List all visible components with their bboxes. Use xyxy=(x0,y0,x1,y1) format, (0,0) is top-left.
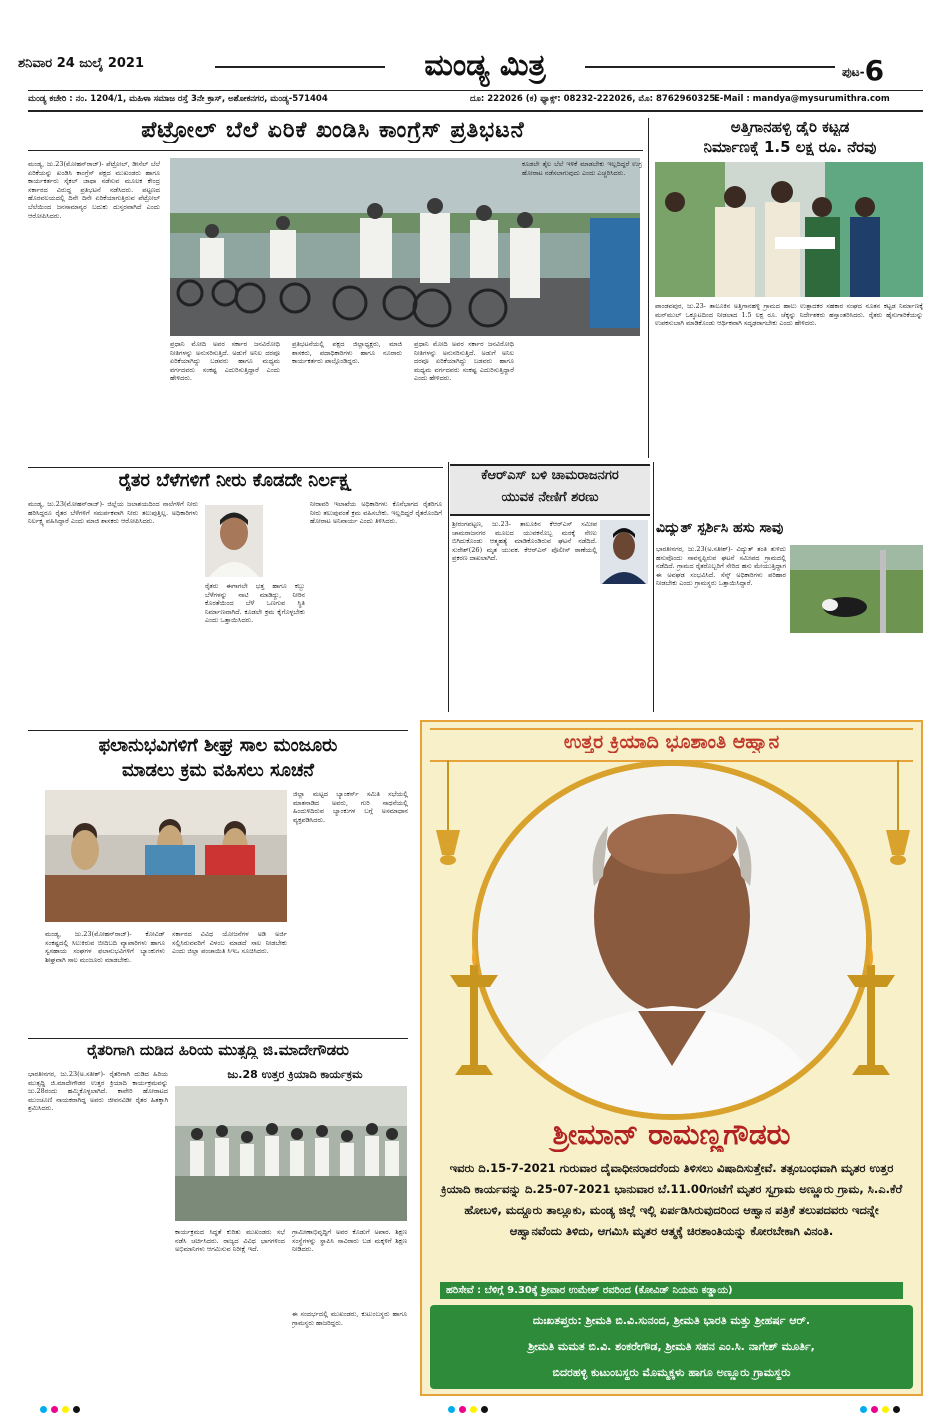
cyan-mark xyxy=(40,1406,47,1413)
story4-headline-2: ಯುವಕ ನೇಣಿಗೆ ಶರಣು xyxy=(501,490,599,505)
story1-col5-text: ಕೂಡಲೇ ತೈಲ ಬೆಲೆ ಇಳಿಕೆ ಮಾಡಬೇಕು ಇಲ್ಲದಿದ್ದರೆ ಉಗ್ರ ಹೋರಾಟ ನಡೆಸಲಾಗುವುದು ಎಂದು ಎಚ್ಚರಿಸಿದರು. xyxy=(522,160,642,177)
mourners-line-2: ಶ್ರೀಮತಿ ಮಮತ ಬಿ.ವಿ. ಶಂಕರೇಗೌಡ, ಶ್ರೀಮತಿ ಸಹನ ಎಂ.ಸಿ. ನಾಗೇಶ್ ಮೂರ್ತಿ, xyxy=(528,1340,815,1353)
yellow-mark xyxy=(62,1406,69,1413)
magenta-mark xyxy=(51,1406,58,1413)
story3-headline: ರೈತರ ಬೆಳೆಗಳಿಗೆ ನೀರು ಕೊಡದೇ ನಿರ್ಲಕ್ಷ್ಯ xyxy=(118,470,353,491)
address-rule-top xyxy=(28,90,923,91)
mourners-line-1: ದುಃಖತಪ್ತರು: ಶ್ರೀಮತಿ ಬಿ.ವಿ.ಸುನಂದ, ಶ್ರೀಮತಿ ಭಾರತಿ ಮತ್ತು ಶ್ರೀಹರ್ಷ ಆರ್. xyxy=(532,1314,811,1327)
story3-col2: ರೈತರು ಈಗಾಗಲೇ ಭತ್ತ ಹಾಗೂ ಕಬ್ಬು ಬೆಳೆಗಳನ್ನು ನಾಟಿ ಮಾಡಿದ್ದು, ನೀರಿನ ಕೊರತೆಯಿಂದ ಬೆಳೆ ಒಣಗುವ ಸ್ಥಿತಿ ನಿರ್ಮಾಣವಾಗಿದೆ. ಕೂಡಲೇ ಕ್ರಮ ಕೈಗೊಳ್ಳಬೇಕು ಎಂದು ಒತ್ತಾಯಿಸಿದರು. xyxy=(205,582,305,625)
story4-rule-left xyxy=(448,462,449,712)
story1-col1: ಮಂಡ್ಯ, ಜು.23(ಮೋಹನ್‌ರಾಜ್)- ಪೆಟ್ರೋಲ್, ಡೀಸೆಲ್ ಬೆಲೆ ಏರಿಕೆಯನ್ನು ಖಂಡಿಸಿ ಕಾಂಗ್ರೆಸ್ ಪಕ್ಷದ ಮುಖಂಡರು ಹಾಗೂ ಕಾರ್ಯಕರ್ತರು ಸೈಕಲ್ ಜಾಥಾ ನಡೆಸುವ ಮೂಲಕ ಕೇಂದ್ರ ಸರ್ಕಾರದ ವಿರುದ್ಧ ಪ್ರತಿಭಟನೆ ನಡೆಸಿದರು. ಪಟ್ಟಣದ ಹೊರವಲಯದಲ್ಲಿ ದಿನೇ ದಿನೇ ಏರಿಕೆಯಾಗುತ್ತಿರುವ ಪೆಟ್ರೋಲ್ ಬೆಲೆಯಿಂದ ಜನಸಾಮಾನ್ಯರ ಬದುಕು ದುಸ್ತರವಾಗಿದೆ ಎಂದು ಆರೋಪಿಸಿದರು. xyxy=(28,160,160,220)
story6-col3: ಜಿಲ್ಲಾ ಮಟ್ಟದ ಬ್ಯಾಂಕರ್ಸ್ ಸಮಿತಿ ಸಭೆಯಲ್ಲಿ ಮಾತನಾಡಿದ ಅವರು, ಗುರಿ ಸಾಧನೆಯಲ್ಲಿ ಹಿಂದುಳಿದಿರುವ ಬ್ಯಾಂಕುಗಳ ಬಗ್ಗೆ ಅಸಮಾಧಾನ ವ್ಯಕ್ತಪಡಿಸಿದರು. xyxy=(293,790,408,824)
magenta-mark xyxy=(459,1406,466,1413)
cyan-mark xyxy=(860,1406,867,1413)
story1-col3: ಪ್ರತಿಭಟನೆಯಲ್ಲಿ ಪಕ್ಷದ ಜಿಲ್ಲಾಧ್ಯಕ್ಷರು, ಮಾಜಿ ಶಾಸಕರು, ಪದಾಧಿಕಾರಿಗಳು ಹಾಗೂ ನೂರಾರು ಕಾರ್ಯಕರ್ತರು ಪಾಲ್ಗೊಂಡಿದ್ದರು. xyxy=(292,340,402,366)
story1-col4-text: ಪ್ರಧಾನಿ ಮೋದಿ ಅವರ ಸರ್ಕಾರ ಜನವಿರೋಧಿ ನೀತಿಗಳನ್ನು ಅನುಸರಿಸುತ್ತಿದೆ. ಅಡುಗೆ ಅನಿಲ ದರವೂ ಏರಿಕೆಯಾಗಿದ್ದು ಬಡವರು ಹಾಗೂ ಮಧ್ಯಮ ವರ್ಗದವರು ಸಂಕಷ್ಟ ಎದುರಿಸುತ್ತಿದ್ದಾರೆ ಎಂದು ಹೇಳಿದರು. xyxy=(414,340,514,383)
magenta-mark xyxy=(871,1406,878,1413)
story4-body: ಶ್ರೀರಂಗಪಟ್ಟಣ, ಜು.23- ತಾಲೂಕಿನ ಕೆಆರ್‌ಎಸ್ ಸಮೀಪ ಚಾಮರಾಜನಗರ ಮೂಲದ ಯುವಕನೊಬ್ಬ ಮರಕ್ಕೆ ನೇಣು ಬಿಗಿದುಕೊಂಡು ಆತ್ಮಹತ್ಯೆ ಮಾಡಿಕೊಂಡಿರುವ ಘಟನೆ ನಡೆದಿದೆ. ಸುರೇಶ್(26) ಮೃತ ಯುವಕ. ಕೆಆರ್‌ಎಸ್ ಪೊಲೀಸ್ ಠಾಣೆಯಲ್ಲಿ ಪ್ರಕರಣ ದಾಖಲಾಗಿದೆ. xyxy=(452,520,597,563)
masthead-rule-right xyxy=(585,66,835,68)
bankers-meeting-photo xyxy=(45,790,287,922)
ad-body: ಇವರು ದಿ.15-7-2021 ಗುರುವಾರ ದೈವಾಧೀನರಾದರೆಂದು ತಿಳಿಸಲು ವಿಷಾದಿಸುತ್ತೇವೆ. ತತ್ಸಂಬಂಧವಾಗಿ ಮೃತರ ಉತ್ತರ ಕ್ರಿಯಾದಿ ಕಾರ್ಯವನ್ನು ದಿ.25-07-2021 ಭಾನುವಾರ ಬೆ.11.00ಗಂಟೆಗೆ ಮೃತರ ಸ್ವಗ್ರಾಮ ಅಣ್ಣೂರು ಗ್ರಾಮ, ಸಿ.ಎ.ಕೆರೆ ಹೋಬಳಿ, ಮದ್ದೂರು ತಾಲ್ಲೂಕು, ಮಂಡ್ಯ ಜಿಲ್ಲೆ ಇಲ್ಲಿ ಏರ್ಪಡಿಸಿರುವುದರಿಂದ ಆಹ್ವಾನ ಪತ್ರಿಕೆ ತಲುಪದವರು ಇದನ್ನೇ ಆಹ್ವಾನವೆಂದು ತಿಳಿದು, ಆಗಮಿಸಿ ಮೃತರ ಆತ್ಮಕ್ಕೆ ಚಿರಶಾಂತಿಯನ್ನು ಕೋರಬೇಕಾಗಿ ವಿನಂತಿ. xyxy=(440,1161,903,1238)
mourners-line-3: ಬಿದರಹಳ್ಳಿ ಕುಟುಂಬಸ್ಥರು ಮೊಮ್ಮಕ್ಕಳು ಹಾಗೂ ಅಣ್ಣೂರು ಗ್ರಾಮಸ್ಥರು xyxy=(552,1366,791,1379)
story1-col4-text-box xyxy=(414,340,514,460)
story2-headline-2: ನಿರ್ಮಾಣಕ್ಕೆ 1.5 ಲಕ್ಷ ರೂ. ನೆರವು xyxy=(703,138,877,156)
phone-line: ದೂ: 222026 (ಕ) ಫ್ಯಾಕ್ಸ್: 08232-222026, ಮೊ: 8762960325. xyxy=(470,94,719,104)
story1-rule xyxy=(28,150,643,151)
color-registration-marks-left xyxy=(40,1406,80,1413)
story7-col1: ಭಾರತೀನಗರ, ಜು.23(ಅ.ಸತೀಶ್)- ರೈತರಿಗಾಗಿ ದುಡಿದ ಹಿರಿಯ ಮುತ್ಸದ್ದಿ ಜಿ.ಮಾದೇಗೌಡರ ಉತ್ತರ ಕ್ರಿಯಾದಿ ಕಾರ್ಯಕ್ರಮವನ್ನು ಜು.28ರಂದು ಹಮ್ಮಿಕೊಳ್ಳಲಾಗಿದೆ. ಕಾವೇರಿ ಹೋರಾಟದ ಮುಂಚೂಣಿ ನಾಯಕರಾಗಿದ್ದ ಅವರು ಜೀವನವಿಡೀ ರೈತರ ಹಿತಕ್ಕಾಗಿ ಶ್ರಮಿಸಿದರು. xyxy=(28,1070,168,1113)
story7-headline: ರೈತರಿಗಾಗಿ ದುಡಿದ ಹಿರಿಯ ಮುತ್ಸದ್ದಿ ಜಿ.ಮಾದೇಗೌಡರು xyxy=(87,1041,349,1059)
story7-col2: ಕಾರ್ಯಕ್ರಮದ ಸಿದ್ಧತೆ ಕುರಿತು ಮುಖಂಡರು ಸಭೆ ನಡೆಸಿ ಚರ್ಚಿಸಿದರು. ರಾಜ್ಯದ ವಿವಿಧ ಭಾಗಗಳಿಂದ ಅಭಿಮಾನಿಗಳು ಆಗಮಿಸುವ ನಿರೀಕ್ಷೆ ಇದೆ. xyxy=(175,1228,285,1254)
email-line: E-Mail : mandya@mysurumithra.com xyxy=(714,94,890,104)
page-label-text: ಪುಟ- xyxy=(842,65,865,79)
dairy-cheque-photo xyxy=(655,162,923,297)
story1-col2: ಪ್ರಧಾನಿ ಮೋದಿ ಅವರ ಸರ್ಕಾರ ಜನವಿರೋಧಿ ನೀತಿಗಳನ್ನು ಅನುಸರಿಸುತ್ತಿದೆ. ಅಡುಗೆ ಅನಿಲ ದರವೂ ಏರಿಕೆಯಾಗಿದ್ದು ಬಡವರು ಹಾಗೂ ಮಧ್ಯಮ ವರ್ಗದವರು ಸಂಕಷ್ಟ ಎದುರಿಸುತ್ತಿದ್ದಾರೆ ಎಂದು ಹೇಳಿದರು. xyxy=(170,340,280,383)
ad-title: ಉತ್ತರ ಕ್ರಿಯಾದಿ ಭೂಶಾಂತಿ ಆಹ್ವಾನ xyxy=(563,731,780,753)
yellow-mark xyxy=(470,1406,477,1413)
story7-caption: ಜು.28 ಉತ್ತರ ಕ್ರಿಯಾದಿ ಕಾರ್ಯಕ್ರಮ xyxy=(227,1068,363,1081)
story2-headline-1: ಅತ್ತಿಗಾನಹಳ್ಳಿ ಡೈರಿ ಕಟ್ಟಡ xyxy=(730,118,850,136)
address-rule-bottom xyxy=(28,110,923,112)
standing-lamps xyxy=(430,935,915,1085)
story1-col5 xyxy=(522,160,642,460)
yellow-mark xyxy=(882,1406,889,1413)
story1-headline: ಪೆಟ್ರೋಲ್ ಬೆಲೆ ಏರಿಕೆ ಖಂಡಿಸಿ ಕಾಂಗ್ರೆಸ್ ಪ್ರತಿಭಟನೆ xyxy=(141,118,525,143)
masthead xyxy=(0,0,945,125)
masthead-rule-left xyxy=(215,66,385,68)
story6-col2: ಸರ್ಕಾರದ ವಿವಿಧ ಯೋಜನೆಗಳ ಅಡಿ ಅರ್ಜಿ ಸಲ್ಲಿಸಿರುವವರಿಗೆ ವಿಳಂಬ ಮಾಡದೆ ಸಾಲ ನೀಡಬೇಕು ಎಂದು ಜಿಲ್ಲಾ ಪಂಚಾಯಿತಿ ಸಿಇಒ ಸೂಚಿಸಿದರು. xyxy=(172,930,287,956)
ad-note: ಹರಿಸೇವೆ : ಬೆಳಿಗ್ಗೆ 9.30ಕ್ಕೆ ಶ್ರೀವಾರ ಉಮೇಶ್ ರವರಿಂದ (ಕೋವಿಡ್ ನಿಯಮ ಕಡ್ಡಾಯ) xyxy=(440,1282,903,1299)
dead-cow-photo xyxy=(790,545,923,633)
madegowda-meeting-photo xyxy=(175,1086,407,1221)
black-mark xyxy=(481,1406,488,1413)
story6-rule-top xyxy=(28,730,408,731)
cyan-mark xyxy=(448,1406,455,1413)
story5-rule-left xyxy=(653,462,654,712)
youth-portrait-photo xyxy=(600,520,648,584)
story3-col1: ಮಂಡ್ಯ, ಜು.23(ಮೋಹನ್‌ರಾಜ್)- ಜಿಲ್ಲೆಯ ಜಲಾಶಯದಿಂದ ನಾಲೆಗಳಿಗೆ ನೀರು ಹರಿಸಿದ್ದರೂ ರೈತರ ಬೆಳೆಗಳಿಗೆ ಸಮರ್ಪಕವಾಗಿ ನೀರು ತಲುಪುತ್ತಿಲ್ಲ. ಅಧಿಕಾರಿಗಳು ನಿರ್ಲಕ್ಷ್ಯ ವಹಿಸಿದ್ದಾರೆ ಎಂದು ಮಾಜಿ ಶಾಸಕರು ಆರೋಪಿಸಿದರು. xyxy=(28,500,198,526)
story6-col1: ಮಂಡ್ಯ, ಜು.23(ಮೋಹನ್‌ರಾಜ್)- ಕೋವಿಡ್ ಸಂಕಷ್ಟದಲ್ಲಿ ಸಿಲುಕಿರುವ ಬೀದಿಬದಿ ವ್ಯಾಪಾರಿಗಳು ಹಾಗೂ ಸ್ವಸಹಾಯ ಸಂಘಗಳ ಫಲಾನುಭವಿಗಳಿಗೆ ಬ್ಯಾಂಕುಗಳು ಶೀಘ್ರವಾಗಿ ಸಾಲ ಮಂಜೂರು ಮಾಡಬೇಕು. xyxy=(45,930,165,964)
color-registration-marks-center xyxy=(448,1406,488,1413)
deceased-name: ಶ್ರೀಮಾನ್ ರಾಮಣ್ಣಗೌಡರು xyxy=(552,1118,791,1151)
black-mark xyxy=(73,1406,80,1413)
story5-headline: ವಿದ್ಯುತ್ ಸ್ಪರ್ಶಿಸಿ ಹಸು ಸಾವು xyxy=(656,520,784,536)
story7-col4: ಈ ಸಂದರ್ಭದಲ್ಲಿ ಮುಖಂಡರು, ಕುಟುಂಬಸ್ಥರು ಹಾಗೂ ಗ್ರಾಮಸ್ಥರು ಹಾಜರಿದ್ದರು. xyxy=(292,1310,407,1327)
page-number: 6 xyxy=(864,54,885,87)
right-column-divider xyxy=(648,118,649,458)
color-registration-marks-right xyxy=(860,1406,900,1413)
story3-rule-top xyxy=(28,467,443,468)
story5-body: ಭಾರತೀನಗರ, ಜು.23(ಅ.ಸತೀಶ್)- ವಿದ್ಯುತ್ ತಂತಿ ತುಳಿದು ಹಸುವೊಂದು ಸಾವನ್ನಪ್ಪಿರುವ ಘಟನೆ ಸಮೀಪದ ಗ್ರಾಮದಲ್ಲಿ ನಡೆದಿದೆ. ಗ್ರಾಮದ ರೈತರೊಬ್ಬರಿಗೆ ಸೇರಿದ ಹಸು ಮೇಯುತ್ತಿದ್ದಾಗ ಈ ಅವಘಡ ಸಂಭವಿಸಿದೆ. ಸೆಸ್ಕ್ ಅಧಿಕಾರಿಗಳು ಪರಿಹಾರ ನೀಡಬೇಕು ಎಂದು ಗ್ರಾಮಸ್ಥರು ಒತ್ತಾಯಿಸಿದ್ದಾರೆ. xyxy=(656,545,786,588)
address-line: ಮಂಡ್ಯ ಕಚೇರಿ : ನಂ. 1204/1, ಮಹಿಳಾ ಸಮಾಜ ರಸ್ತೆ 3ನೇ ಕ್ರಾಸ್, ಅಶೋಕನಗರ, ಮಂಡ್ಯ-571404 xyxy=(28,94,328,104)
story2-body: ಪಾಂಡವಪುರ, ಜು.23- ತಾಲೂಕಿನ ಅತ್ತಿಗಾನಹಳ್ಳಿ ಗ್ರಾಮದ ಹಾಲು ಉತ್ಪಾದಕರ ಸಹಕಾರ ಸಂಘದ ನೂತನ ಕಟ್ಟಡ ನಿರ್ಮಾಣಕ್ಕೆ ಮನ್‌ಮುಲ್ ಒಕ್ಕೂಟದಿಂದ ನೀಡಲಾದ 1.5 ಲಕ್ಷ ರೂ. ಚೆಕ್ಕನ್ನು ನಿರ್ದೇಶಕರು ಹಸ್ತಾಂತರಿಸಿದರು. ರೈತರು ಹೈನುಗಾರಿಕೆಯನ್ನು ಉಪಕಸುಬಾಗಿ ಮಾಡಿಕೊಂಡು ಆರ್ಥಿಕವಾಗಿ ಸದೃಢರಾಗಬೇಕು ಎಂದು ಹೇಳಿದರು. xyxy=(655,302,923,328)
paper-name-logo: ಮಂಡ್ಯ ಮಿತ್ರ xyxy=(424,48,546,83)
page-label xyxy=(842,54,884,87)
story4-headline-1: ಕೆಆರ್‌ಎಸ್ ಬಳಿ ಚಾಮರಾಜನಗರ xyxy=(481,468,619,483)
story7-col3: ಗ್ರಾಮೀಣಾಭಿವೃದ್ಧಿಗೆ ಅವರ ಕೊಡುಗೆ ಅಪಾರ. ಶಿಕ್ಷಣ ಸಂಸ್ಥೆಗಳನ್ನು ಸ್ಥಾಪಿಸಿ ಸಾವಿರಾರು ಬಡ ಮಕ್ಕಳಿಗೆ ಶಿಕ್ಷಣ ನೀಡಿದರು. xyxy=(292,1228,407,1254)
black-mark xyxy=(893,1406,900,1413)
story6-headline-2: ಮಾಡಲು ಕ್ರಮ ವಹಿಸಲು ಸೂಚನೆ xyxy=(121,760,315,781)
story6-headline-1: ಫಲಾನುಭವಿಗಳಿಗೆ ಶೀಘ್ರ ಸಾಲ ಮಂಜೂರು xyxy=(98,735,338,756)
issue-date: ಶನಿವಾರ 24 ಜುಲೈ 2021 xyxy=(18,56,145,71)
story7-rule-top xyxy=(28,1038,408,1039)
mla-portrait-photo xyxy=(205,505,263,577)
story3-col3: ನೀರಾವರಿ ಇಲಾಖೆಯ ಅಧಿಕಾರಿಗಳು ಕೊನೆಭಾಗದ ರೈತರಿಗೂ ನೀರು ತಲುಪುವಂತೆ ಕ್ರಮ ವಹಿಸಬೇಕು. ಇಲ್ಲದಿದ್ದರೆ ರೈತರೊಂದಿಗೆ ಹೋರಾಟ ಅನಿವಾರ್ಯ ಎಂದು ತಿಳಿಸಿದರು. xyxy=(310,500,442,526)
